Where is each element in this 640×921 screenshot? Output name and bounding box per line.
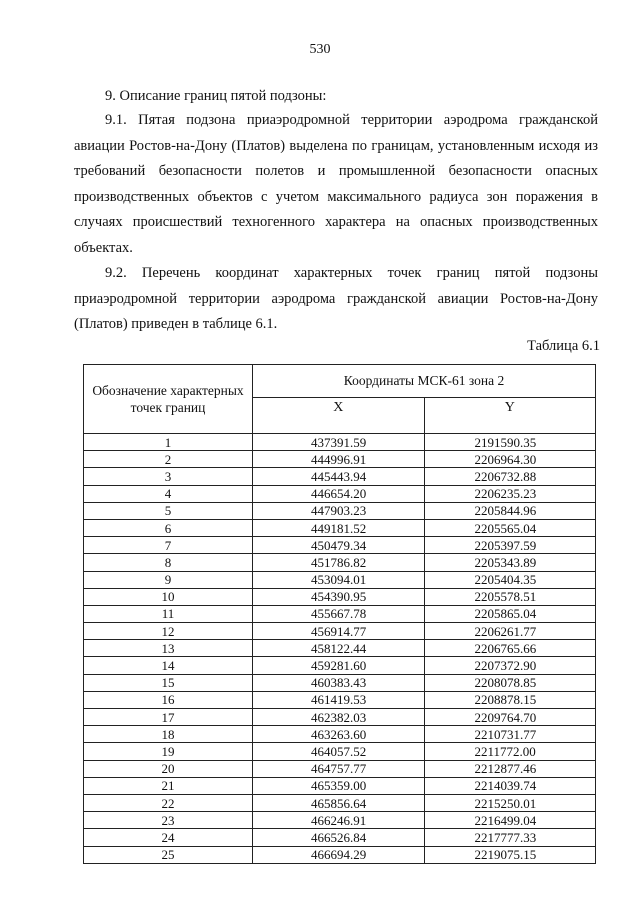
table-row: [84, 691, 596, 708]
y-coordinate-cell: 2212877.46: [424, 760, 596, 777]
point-number-cell: 2: [84, 451, 253, 468]
y-coordinate-cell: 2216499.04: [424, 812, 596, 829]
point-number-cell: 12: [84, 623, 253, 640]
point-number-cell: 10: [84, 588, 253, 605]
x-coordinate-cell: 453094.01: [253, 571, 425, 588]
table-row: [84, 485, 596, 502]
header-y: Y: [424, 398, 596, 434]
y-coordinate-cell: 2211772.00: [424, 743, 596, 760]
x-coordinate-cell: 464057.52: [253, 743, 425, 760]
table-row: [84, 657, 596, 674]
y-coordinate-cell: 2207372.90: [424, 657, 596, 674]
point-number-cell: 16: [84, 691, 253, 708]
y-coordinate-cell: 2206964.30: [424, 451, 596, 468]
point-number-cell: 13: [84, 640, 253, 657]
x-coordinate-cell: 437391.59: [253, 434, 425, 451]
table-row: [84, 812, 596, 829]
coordinates-table: [83, 364, 596, 864]
y-coordinate-cell: 2205865.04: [424, 605, 596, 622]
y-coordinate-cell: 2205397.59: [424, 537, 596, 554]
x-coordinate-cell: 451786.82: [253, 554, 425, 571]
x-coordinate-cell: 460383.43: [253, 674, 425, 691]
header-coordinates-group: Координаты МСК-61 зона 2: [253, 365, 596, 398]
x-coordinate-cell: 455667.78: [253, 605, 425, 622]
y-coordinate-cell: 2210731.77: [424, 726, 596, 743]
table-row: [84, 605, 596, 622]
point-number-cell: 18: [84, 726, 253, 743]
x-coordinate-cell: 464757.77: [253, 760, 425, 777]
x-coordinate-cell: 466526.84: [253, 829, 425, 846]
y-coordinate-cell: 2206235.23: [424, 485, 596, 502]
header-x: X: [253, 398, 425, 434]
point-number-cell: 8: [84, 554, 253, 571]
x-coordinate-cell: 450479.34: [253, 537, 425, 554]
paragraph-9-2: 9.2. Перечень координат характерных точек границ пятой подзоны приаэродромной территории аэродрома гражданской авиации Ростов-на-Дону (Платов) приведен в таблице 6.1.: [74, 265, 598, 333]
point-number-cell: 17: [84, 709, 253, 726]
y-coordinate-cell: 2206765.66: [424, 640, 596, 657]
coordinates-table-body: [84, 434, 596, 864]
x-coordinate-cell: 462382.03: [253, 709, 425, 726]
y-coordinate-cell: 2205578.51: [424, 588, 596, 605]
x-coordinate-cell: 446654.20: [253, 485, 425, 502]
y-coordinate-cell: 2215250.01: [424, 794, 596, 811]
point-number-cell: 3: [84, 468, 253, 485]
page-number: 530: [309, 42, 331, 57]
x-coordinate-cell: 447903.23: [253, 502, 425, 519]
x-coordinate-cell: 459281.60: [253, 657, 425, 674]
table-row: [84, 743, 596, 760]
x-coordinate-cell: 463263.60: [253, 726, 425, 743]
header-point-label: Обозначение характерных точек границ: [84, 365, 253, 434]
point-number-cell: 1: [84, 434, 253, 451]
x-coordinate-cell: 465856.64: [253, 794, 425, 811]
table-row: [84, 760, 596, 777]
table-row: [84, 640, 596, 657]
table-row: [84, 709, 596, 726]
section-title: 9. Описание границ пятой подзоны:: [105, 88, 327, 104]
table-row: [84, 623, 596, 640]
y-coordinate-cell: 2205343.89: [424, 554, 596, 571]
point-number-cell: 5: [84, 502, 253, 519]
y-coordinate-cell: 2205404.35: [424, 571, 596, 588]
x-coordinate-cell: 465359.00: [253, 777, 425, 794]
x-coordinate-cell: 444996.91: [253, 451, 425, 468]
paragraph-9-1: 9.1. Пятая подзона приаэродромной территории аэродрома гражданской авиации Ростов-на-Дону (Платов) выделена по границам, установленным исходя из требований безопасности полетов и промышленной безопасности опасных производственных объектов с учетом максимального радиуса зон поражения в случаях происшествий техногенного характера на опасных производственных объектах.: [74, 112, 598, 256]
table-row: [84, 829, 596, 846]
y-coordinate-cell: 2214039.74: [424, 777, 596, 794]
x-coordinate-cell: 466694.29: [253, 846, 425, 863]
y-coordinate-cell: 2217777.33: [424, 829, 596, 846]
table-row: [84, 777, 596, 794]
point-number-cell: 20: [84, 760, 253, 777]
table-row: [84, 846, 596, 863]
table-row: [84, 537, 596, 554]
table-row: [84, 588, 596, 605]
table-row: [84, 674, 596, 691]
y-coordinate-cell: 2206261.77: [424, 623, 596, 640]
y-coordinate-cell: 2205844.96: [424, 502, 596, 519]
table-row: [84, 519, 596, 536]
y-coordinate-cell: 2209764.70: [424, 709, 596, 726]
y-coordinate-cell: 2191590.35: [424, 434, 596, 451]
table-row: [84, 434, 596, 451]
point-number-cell: 6: [84, 519, 253, 536]
point-number-cell: 24: [84, 829, 253, 846]
x-coordinate-cell: 466246.91: [253, 812, 425, 829]
y-coordinate-cell: 2206732.88: [424, 468, 596, 485]
point-number-cell: 7: [84, 537, 253, 554]
table-row: [84, 726, 596, 743]
table-row: [84, 571, 596, 588]
point-number-cell: 22: [84, 794, 253, 811]
point-number-cell: 15: [84, 674, 253, 691]
table-row: [84, 554, 596, 571]
point-number-cell: 14: [84, 657, 253, 674]
x-coordinate-cell: 461419.53: [253, 691, 425, 708]
x-coordinate-cell: 449181.52: [253, 519, 425, 536]
point-number-cell: 19: [84, 743, 253, 760]
y-coordinate-cell: 2208078.85: [424, 674, 596, 691]
x-coordinate-cell: 456914.77: [253, 623, 425, 640]
x-coordinate-cell: 458122.44: [253, 640, 425, 657]
point-number-cell: 4: [84, 485, 253, 502]
table-row: [84, 794, 596, 811]
point-number-cell: 21: [84, 777, 253, 794]
x-coordinate-cell: 445443.94: [253, 468, 425, 485]
y-coordinate-cell: 2205565.04: [424, 519, 596, 536]
point-number-cell: 25: [84, 846, 253, 863]
point-number-cell: 23: [84, 812, 253, 829]
x-coordinate-cell: 454390.95: [253, 588, 425, 605]
y-coordinate-cell: 2208878.15: [424, 691, 596, 708]
point-number-cell: 11: [84, 605, 253, 622]
point-number-cell: 9: [84, 571, 253, 588]
table-caption: Таблица 6.1: [527, 338, 600, 354]
table-row: [84, 502, 596, 519]
y-coordinate-cell: 2219075.15: [424, 846, 596, 863]
table-row: [84, 468, 596, 485]
table-row: [84, 451, 596, 468]
